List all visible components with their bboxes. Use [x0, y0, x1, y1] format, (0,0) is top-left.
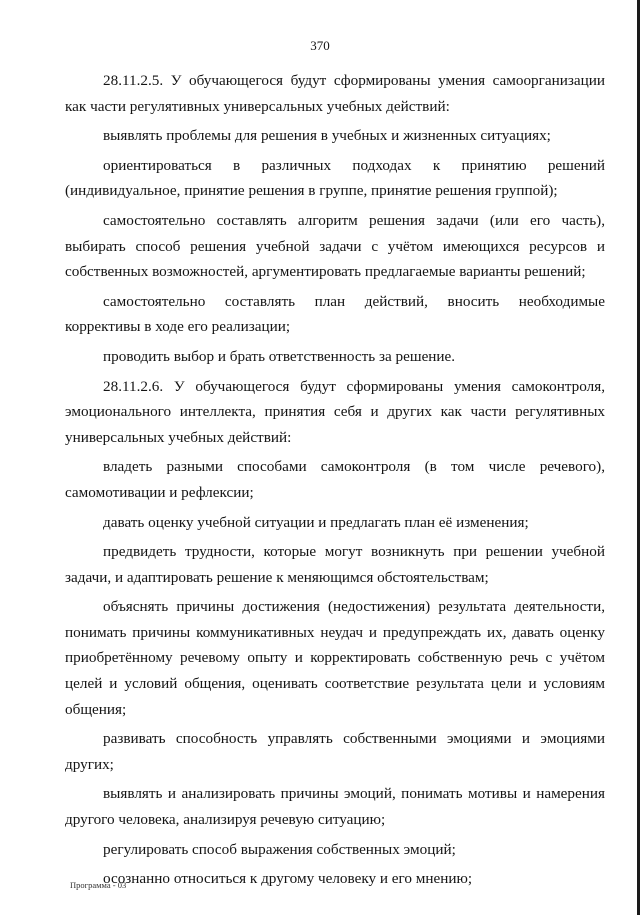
list-item: регулировать способ выражения собственных эмоций; — [103, 840, 456, 858]
list-item: давать оценку учебной ситуации и предлагать план её изменения; — [103, 513, 529, 531]
list-item: выявлять проблемы для решения в учебных и жизненных ситуациях; — [103, 127, 551, 145]
list-item: объяснять причины достижения (недостижения) результата деятельности, понимать причины коммуникативных неудач и предупреждать их, давать оценку приобретённому речевому опыту и корректировать собственную речь с учётом целей и условий общения, оценивать соответствие результата цели и условиям общения; — [65, 598, 605, 718]
list-item: осознанно относиться к другому человеку и его мнению; — [103, 870, 473, 888]
list-item: ориентироваться в различных подходах к принятию решений (индивидуальное, принятие решения в группе, принятие решения группой); — [65, 156, 605, 200]
list-item: самостоятельно составлять алгоритм решения задачи (или его часть), выбирать способ решения учебной задачи с учётом имеющихся ресурсов и собственных возможностей, аргументировать предлагаемые варианты решений; — [65, 211, 605, 281]
list-item: самостоятельно составлять план действий, вносить необходимые коррективы в ходе его реализации; — [65, 292, 605, 336]
footer-note: Программа - 03 — [70, 880, 127, 890]
list-item: выявлять и анализировать причины эмоций, понимать мотивы и намерения другого человека, анализируя речевую ситуацию; — [65, 785, 605, 829]
section-heading-28-11-2-5: 28.11.2.5. У обучающегося будут сформированы умения самоорганизации как части регулятивных универсальных учебных действий: — [65, 72, 605, 115]
list-item: предвидеть трудности, которые могут возникнуть при решении учебной задачи, и адаптировать решение к меняющимся обстоятельствам; — [65, 543, 605, 586]
page-number: 370 — [310, 38, 330, 53]
document-body — [65, 68, 605, 892]
list-item: развивать способность управлять собственными эмоциями и эмоциями других; — [65, 730, 605, 773]
list-item: проводить выбор и брать ответственность за решение. — [103, 347, 456, 365]
list-item: владеть разными способами самоконтроля (в том числе речевого), самомотивации и рефлексии; — [65, 458, 605, 501]
section-heading-28-11-2-6: 28.11.2.6. У обучающегося будут сформированы умения самоконтроля, эмоционального интеллекта, принятия себя и других как части регулятивных универсальных учебных действий: — [65, 377, 605, 446]
